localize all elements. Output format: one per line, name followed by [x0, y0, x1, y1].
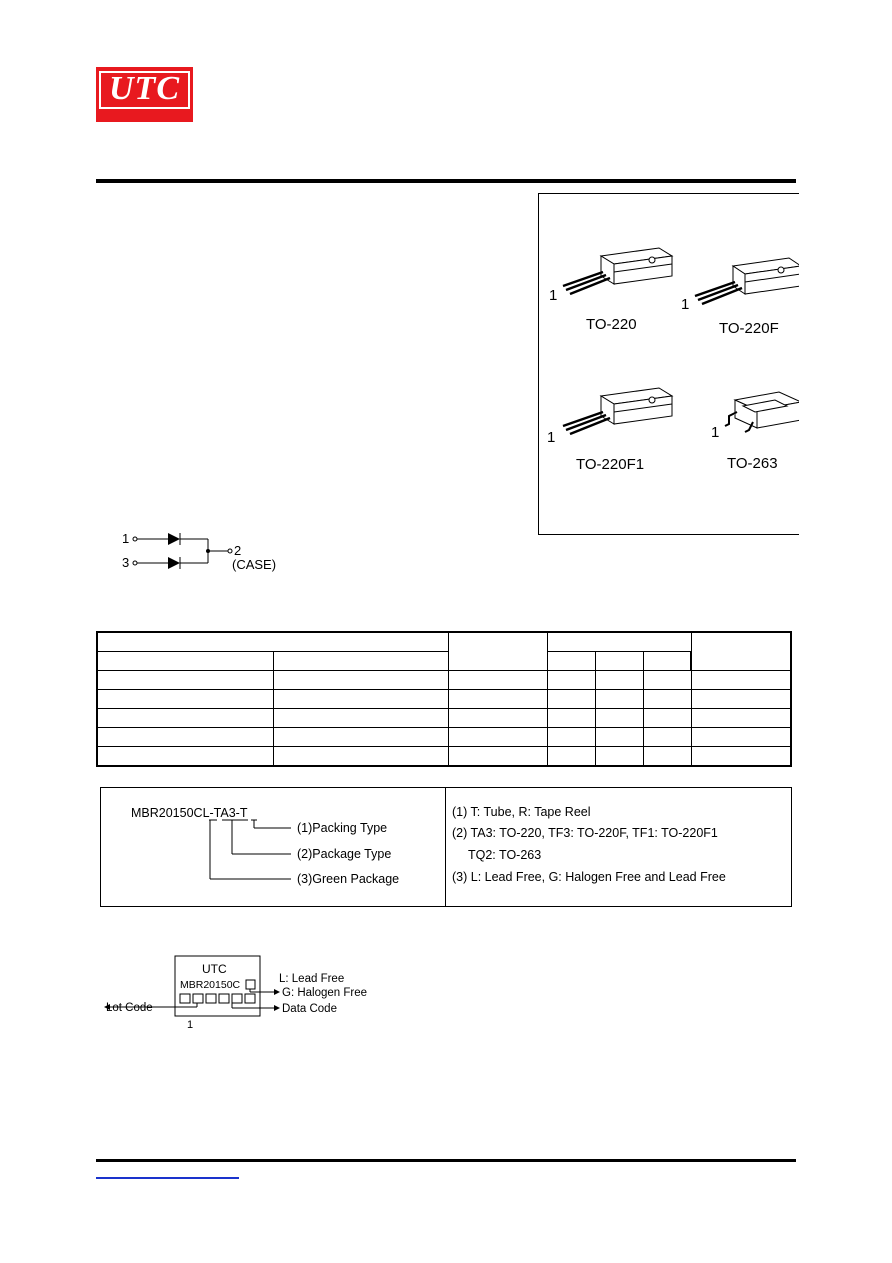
header-rule — [96, 179, 796, 183]
package-note-cont: TQ2: TO-263 — [468, 848, 542, 862]
ordering-table — [96, 631, 792, 767]
table-cell — [547, 728, 595, 747]
marking-pin-1: 1 — [187, 1019, 194, 1031]
table-cell — [595, 690, 643, 709]
table-cell — [97, 728, 273, 747]
table-cell — [97, 690, 273, 709]
part-number-diagram — [101, 788, 445, 906]
pin-1-label: 1 — [122, 531, 130, 546]
marking-brand: UTC — [202, 962, 227, 976]
date-code-label: Data Code — [282, 1003, 337, 1015]
part-number-code: MBR20150CL-TA3-T — [131, 806, 248, 820]
table-cell — [273, 652, 448, 671]
green-package-label: (3)Green Package — [297, 872, 400, 886]
table-cell — [643, 728, 691, 747]
table-cell — [448, 709, 547, 728]
table-cell — [691, 690, 791, 709]
table-cell — [691, 632, 791, 671]
table-cell — [595, 652, 643, 671]
lot-code-label: Lot Code — [106, 1002, 153, 1014]
table-cell — [547, 671, 595, 690]
table-cell — [273, 690, 448, 709]
pin-3-label: 3 — [122, 555, 130, 570]
logo-text: UTC — [109, 70, 180, 107]
package-box — [538, 193, 799, 535]
table-cell — [273, 671, 448, 690]
table-cell — [595, 747, 643, 767]
utc-logo — [96, 67, 193, 122]
table-cell — [547, 747, 595, 767]
table-row — [97, 728, 791, 747]
table-cell — [547, 652, 595, 671]
table-cell — [97, 652, 273, 671]
table-cell — [547, 690, 595, 709]
table-cell — [273, 728, 448, 747]
to-263-pin-1: 1 — [711, 424, 720, 441]
marking-part: MBR20150C — [180, 979, 241, 991]
table-cell — [273, 747, 448, 767]
package-type-label: (2)Package Type — [297, 847, 392, 861]
to-220-label: TO-220 — [586, 316, 637, 333]
part-number-box — [100, 787, 792, 907]
table-cell — [97, 671, 273, 690]
table-cell — [448, 671, 547, 690]
to-263-drawing — [725, 392, 799, 432]
schematic-symbol — [118, 528, 298, 578]
box-divider — [445, 788, 446, 906]
table-cell — [691, 709, 791, 728]
table-cell — [643, 747, 691, 767]
pin-2-label: 2 — [234, 543, 242, 558]
table-cell — [643, 690, 691, 709]
to-220f1-label: TO-220F1 — [576, 456, 645, 473]
package-note: (2) TA3: TO-220, TF3: TO-220F, TF1: TO-220F1 — [452, 826, 718, 840]
table-cell — [448, 747, 547, 767]
packing-note: (1) T: Tube, R: Tape Reel — [452, 805, 591, 819]
table-cell — [643, 671, 691, 690]
footer-link[interactable] — [96, 1177, 239, 1179]
to-220f-pin-1: 1 — [681, 296, 690, 313]
table-cell — [595, 728, 643, 747]
case-label: (CASE) — [232, 557, 277, 572]
to-220f-drawing — [695, 258, 799, 304]
table-cell — [595, 671, 643, 690]
table-cell — [547, 709, 595, 728]
halogen-free-label: G: Halogen Free — [282, 987, 368, 999]
table-cell — [691, 671, 791, 690]
table-cell — [691, 728, 791, 747]
table-cell — [97, 632, 448, 652]
to-220f-label: TO-220F — [719, 320, 779, 337]
table-cell — [448, 690, 547, 709]
packing-type-label: (1)Packing Type — [297, 821, 388, 835]
to-220-drawing — [563, 248, 672, 294]
table-cell — [97, 747, 273, 767]
table-cell — [691, 747, 791, 767]
to-220f1-drawing — [563, 388, 672, 434]
package-drawings — [539, 194, 799, 534]
table-cell — [643, 709, 691, 728]
table-cell — [448, 632, 547, 671]
table-cell — [595, 709, 643, 728]
to-220f1-pin-1: 1 — [547, 429, 556, 446]
table-header-row — [97, 652, 791, 671]
table-header-row — [97, 632, 791, 652]
table-row — [97, 709, 791, 728]
footer-rule — [96, 1159, 796, 1162]
table-row — [97, 747, 791, 767]
to-220-pin-1: 1 — [549, 287, 558, 304]
to-263-label: TO-263 — [727, 455, 778, 472]
table-cell — [448, 728, 547, 747]
green-note: (3) L: Lead Free, G: Halogen Free and Lead Free — [452, 870, 726, 884]
table-cell — [273, 709, 448, 728]
lead-free-label: L: Lead Free — [279, 973, 345, 985]
table-row — [97, 690, 791, 709]
table-cell — [643, 652, 691, 671]
table-cell — [547, 632, 691, 652]
table-cell — [97, 709, 273, 728]
marking-diagram — [100, 948, 390, 1038]
table-row — [97, 671, 791, 690]
